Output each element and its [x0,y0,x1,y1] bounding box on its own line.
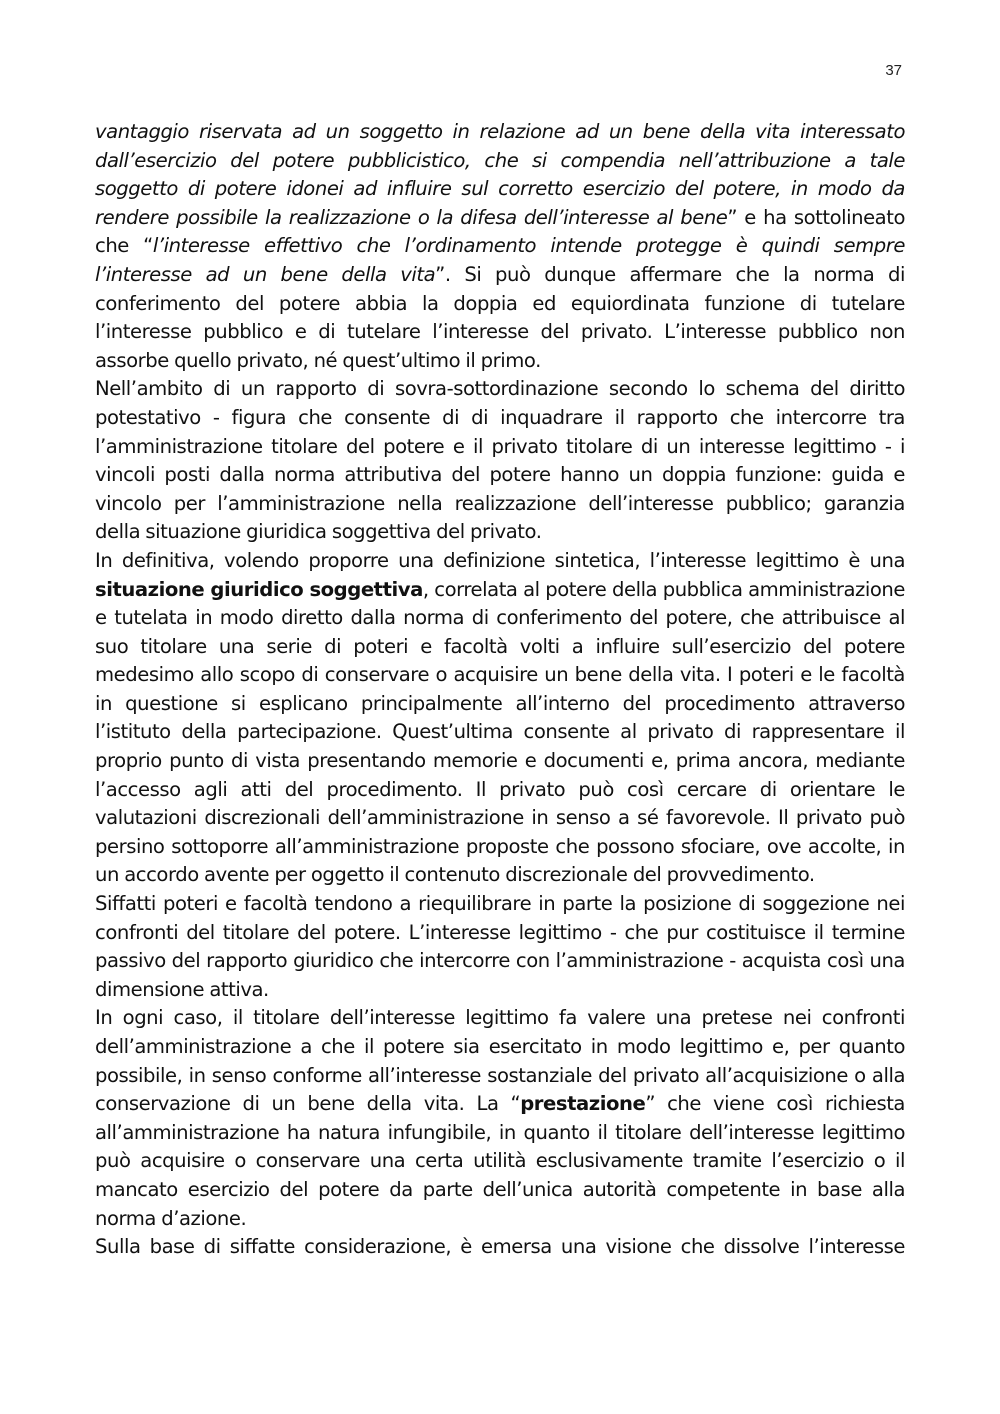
body-text: , correlata al potere della pubblica amministrazione e tutelata in modo diretto dalla norma di conferimento del potere, che attribuisce al suo titolare una serie di poteri e facoltà volti a influire sull’esercizio del potere medesimo allo scopo di conservare o acquisire un bene della vita. I poteri e le facoltà in questione si esplicano principalmente all’interno del procedimento attraverso l’istituto della partecipazione. Quest’ultima consente al privato di rappresentare il proprio punto di vista presentando memorie e documenti e, prima ancora, mediante l’accesso agli atti del procedimento. Il privato può così cercare di orientare le valutazioni discrezionali dell’amministrazione in senso a sé favorevole. Il privato può persino sottoporre all’amministrazione proposte che possono sfociare, ove accolte, in un accordo avente per oggetto il contenuto discrezionale del provvedimento. [95,577,905,887]
italic-text: vantaggio riservata ad un soggetto in relazione ad un bene della vita interessato dall’esercizio del potere pubblicistico, che si compendia nell’attribuzione a tale soggetto di potere idonei ad influire sul corretto esercizio del potere, in modo da rendere possibile la realizzazione o la difesa dell’interesse al bene [95,120,905,229]
body-text: Siffatti poteri e facoltà tendono a riequilibrare in parte la posizione di soggezione nei confronti del titolare del potere. L’interesse legittimo - che pur costituisce il termine passivo del rapporto giuridico che intercorre con l’amministrazione - acquista così una dimensione attiva. [95,892,905,1001]
bold-term: situazione giuridico soggettiva [95,577,423,601]
body-text: In definitiva, volendo proporre una definizione sintetica, l’interesse legittimo è una [95,548,905,572]
bold-term: prestazione [520,1092,646,1116]
italic-text: l’interesse effettivo che l’ordinamento intende protegge è quindi sempre l’interesse ad un bene della vita [95,234,905,286]
paragraph [95,118,905,375]
paragraph [95,1233,905,1262]
body-text: Nell’ambito di un rapporto di sovra-sottordinazione secondo lo schema del diritto potestativo - figura che consente di di inquadrare il rapporto che intercorre tra l’amministrazione titolare del potere e il privato titolare di un interesse legittimo - i vincoli posti dalla norma attributiva del potere hanno un doppia funzione: guida e vincolo per l’amministrazione nella realizzazione dell’interesse pubblico; garanzia della situazione giuridica soggettiva del privato. [95,377,905,544]
body-text: ” che viene così richiesta all’amministrazione ha natura infungibile, in quanto il titolare dell’interesse legittimo può acquisire o conservare una certa utilità esclusivamente tramite l’esercizio o il mancato esercizio del potere da parte dell’unica autorità competente in base alla norma d’azione. [95,1092,905,1230]
page-number: 37 [885,62,902,79]
body-text: ”. Si può dunque affermare che la norma di conferimento del potere abbia la doppia ed equiordinata funzione di tutelare l’interesse pubblico e di tutelare l’interesse del privato. L’interesse pubblico non assorbe quello privato, né quest’ultimo il primo. [95,262,905,372]
paragraph [95,890,905,1004]
paragraph [95,375,905,547]
body-text: Sulla base di siffatte considerazione, è emersa una visione che dissolve l’interesse [95,1235,905,1259]
document-body [95,118,905,1262]
paragraph [95,1004,905,1233]
body-text: ” e ha sottolineato che “ [95,205,906,258]
body-text: In ogni caso, il titolare dell’interesse legittimo fa valere una pretese nei confronti dell’amministrazione a che il potere sia esercitato in modo legittimo e, per quanto possibile, in senso conforme all’interesse sostanziale del privato all’acquisizione o alla conservazione di un bene della vita. La “ [95,1006,905,1116]
paragraph [95,547,905,890]
